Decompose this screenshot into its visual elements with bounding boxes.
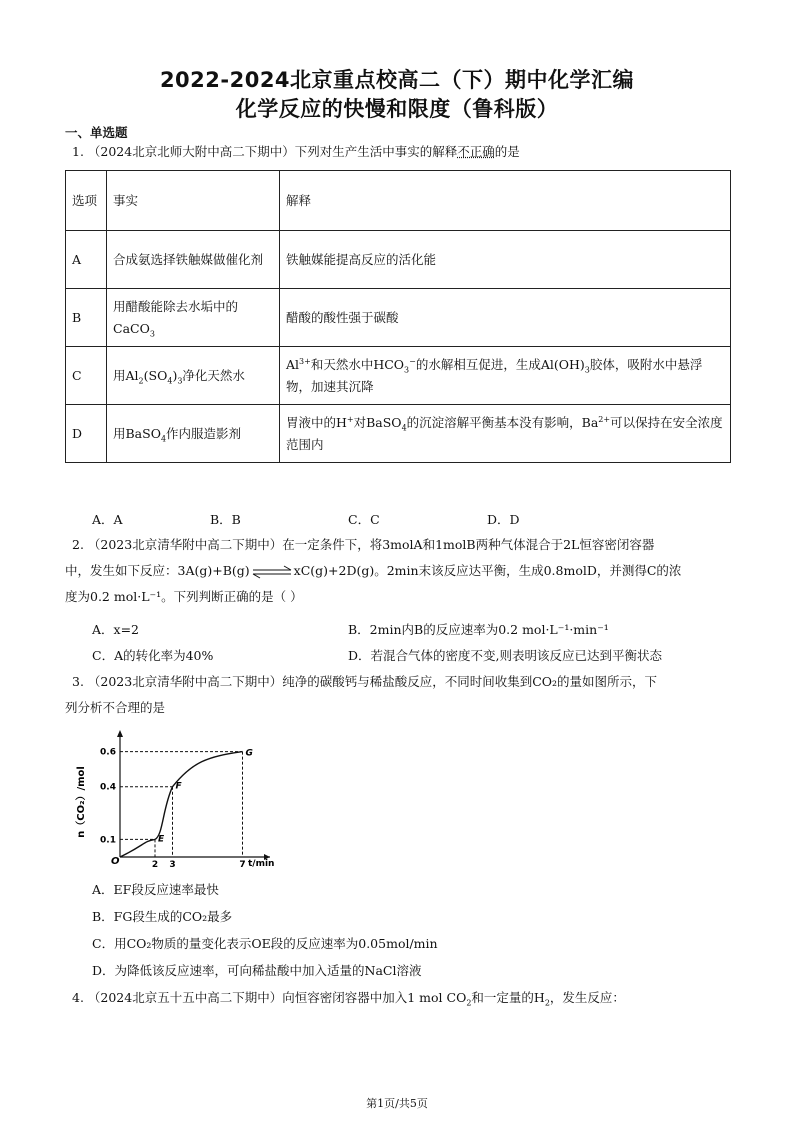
q4-suffix: ，发生反应： [549,990,625,1005]
fact-formula: (SO [143,367,168,383]
table-header-row [66,171,731,231]
q3-option-c[interactable]: C．用CO₂物质的量变化表示OE段的反应速率为0.05mol/min [92,936,438,951]
y-tick-label: 0.4 [100,782,116,793]
row-fact [107,289,280,347]
q4-subscript: 2 [466,998,472,1008]
q4-formula: CO [446,990,467,1005]
q1-stem-suffix: 的是 [494,144,520,159]
header-option: 选项 [66,171,107,231]
expl-superscript: − [409,356,416,366]
q4-subscript: 2 [544,998,550,1008]
q3-option-a[interactable]: A．EF段反应速率最快 [92,882,219,897]
q3-stem-line1: 3. （2023北京清华附中高二下期中）纯净的碳酸钙与稀盐酸反应，不同时间收集到CO₂的量如图所示，下 [72,674,658,689]
equilibrium-arrow-icon [251,565,293,579]
q1-table [65,170,731,463]
fact-subscript: 3 [149,329,155,338]
table-row [66,231,731,289]
expl-superscript: 3+ [299,356,311,366]
chart-origin-label: O [111,856,120,867]
fact-text: 净化天然水 [182,367,245,383]
q1-option-c[interactable]: C．C [348,512,380,527]
point-label: E [158,834,165,845]
fact-formula: ) [172,367,178,383]
y-tick-label: 0.1 [100,835,116,846]
co2-amount-chart [70,722,290,872]
x-tick-label: 3 [169,860,176,870]
expl-subscript: 3 [584,365,590,374]
row-option: D [66,405,107,463]
q2-line2-suffix: xC(g)+2D(g)。2min末该反应达平衡，生成0.8molD，并测得C的浓 [293,563,682,578]
section-heading: 一、单选题 [65,125,128,140]
row-option: B [66,289,107,347]
q1-stem-prefix: 1. （2024北京北师大附中高二下期中）下列对生产生活中事实的解释 [72,144,458,159]
table-row [66,405,731,463]
expl-text: 可以保持在安全浓度范围内 [286,414,723,452]
q2-option-a[interactable]: A．x=2 [92,622,140,637]
fact-text: 作内服造影剂 [166,425,242,441]
q4-prefix: 4. （2024北京五十五中高二下期中）向恒容密闭容器中加入1 mol [72,990,443,1005]
chart-series-group [100,748,253,870]
fact-text: 用醋酸能除去水垢中的 [113,298,239,314]
series-line [120,752,243,857]
x-tick-label: 7 [239,860,246,870]
expl-text: 对BaSO [353,414,402,430]
fact-formula: 用BaSO [113,425,161,441]
row-explanation [280,347,731,405]
q3-stem-line2: 列分析不合理的是 [65,700,166,715]
expl-subscript: 3 [404,365,410,374]
row-fact [107,405,280,463]
expl-text: 胶体，吸附水中悬浮物，加速其沉降 [286,356,703,394]
q2-line2-prefix: 中，发生如下反应：3A(g)+B(g) [65,563,250,578]
table-row [66,289,731,347]
row-explanation: 醋酸的酸性强于碳酸 [280,289,731,347]
q2-option-d[interactable]: D．若混合气体的密度不变,则表明该反应已达到平衡状态 [348,648,662,663]
row-fact: 合成氨选择铁触媒做催化剂 [107,231,280,289]
row-explanation [280,405,731,463]
document-title-line1: 2022-2024北京重点校高二（下）期中化学汇编 [159,68,635,92]
q1-stem-emphasis: 不正确 [457,144,495,159]
q2-stem-line2 [65,563,681,579]
y-tick-label: 0.6 [100,747,116,758]
q2-stem-line1: 2. （2023北京清华附中高二下期中）在一定条件下，将3molA和1molB两种气体混合于2L恒容密闭容器 [72,537,655,552]
q3-option-b[interactable]: B．FG段生成的CO₂最多 [92,909,233,924]
table-row [66,347,731,405]
q2-stem-line3: 度为0.2 mol·L⁻¹。下列判断正确的是（ ） [65,589,303,604]
fact-text: 用 [113,367,126,383]
expl-superscript: + [346,414,354,424]
fact-subscript: 3 [177,376,183,385]
page-footer: 第1页/共5页 [366,1097,428,1110]
q4-mid: 和一定量的H [471,990,545,1005]
fact-subscript: 2 [138,376,144,385]
fact-formula: CaCO [113,320,150,336]
row-fact [107,347,280,405]
chart-xlabel: t/min [248,859,275,869]
point-label: G [245,748,253,759]
row-option: A [66,231,107,289]
fact-subscript: 4 [167,376,173,385]
expl-text: 的沉淀溶解平衡基本没有影响，Ba [406,414,599,430]
chart-ylabel: n（CO₂）/mol [76,766,87,838]
expl-subscript: 4 [401,423,407,432]
expl-superscript: 2+ [598,414,611,424]
fact-formula: Al [125,367,139,383]
header-explanation: 解释 [280,171,731,231]
point-label: F [175,781,182,792]
expl-text: Al [286,356,300,372]
q2-option-c[interactable]: C．A的转化率为40% [92,648,214,663]
q1-option-b[interactable]: B．B [210,512,241,527]
q3-option-d[interactable]: D．为降低该反应速率，可向稀盐酸中加入适量的NaCl溶液 [92,963,422,978]
expl-text: 胃液中的H [286,414,347,430]
document-title-line2: 化学反应的快慢和限度（鲁科版） [235,97,559,121]
q1-option-d[interactable]: D．D [487,512,520,527]
fact-subscript: 4 [160,434,167,443]
q1-option-a[interactable]: A．A [92,512,123,527]
q4-stem-line1 [72,990,625,1006]
header-fact: 事实 [107,171,280,231]
expl-text: 的水解相互促进，生成Al(OH) [415,356,585,372]
expl-text: 和天然水中HCO [310,356,405,372]
x-tick-label: 2 [151,860,159,870]
q2-option-b[interactable]: B．2min内B的反应速率为0.2 mol·L⁻¹·min⁻¹ [348,622,609,637]
row-explanation: 铁触媒能提高反应的活化能 [280,231,731,289]
q1-stem [72,144,520,160]
row-option: C [66,347,107,405]
